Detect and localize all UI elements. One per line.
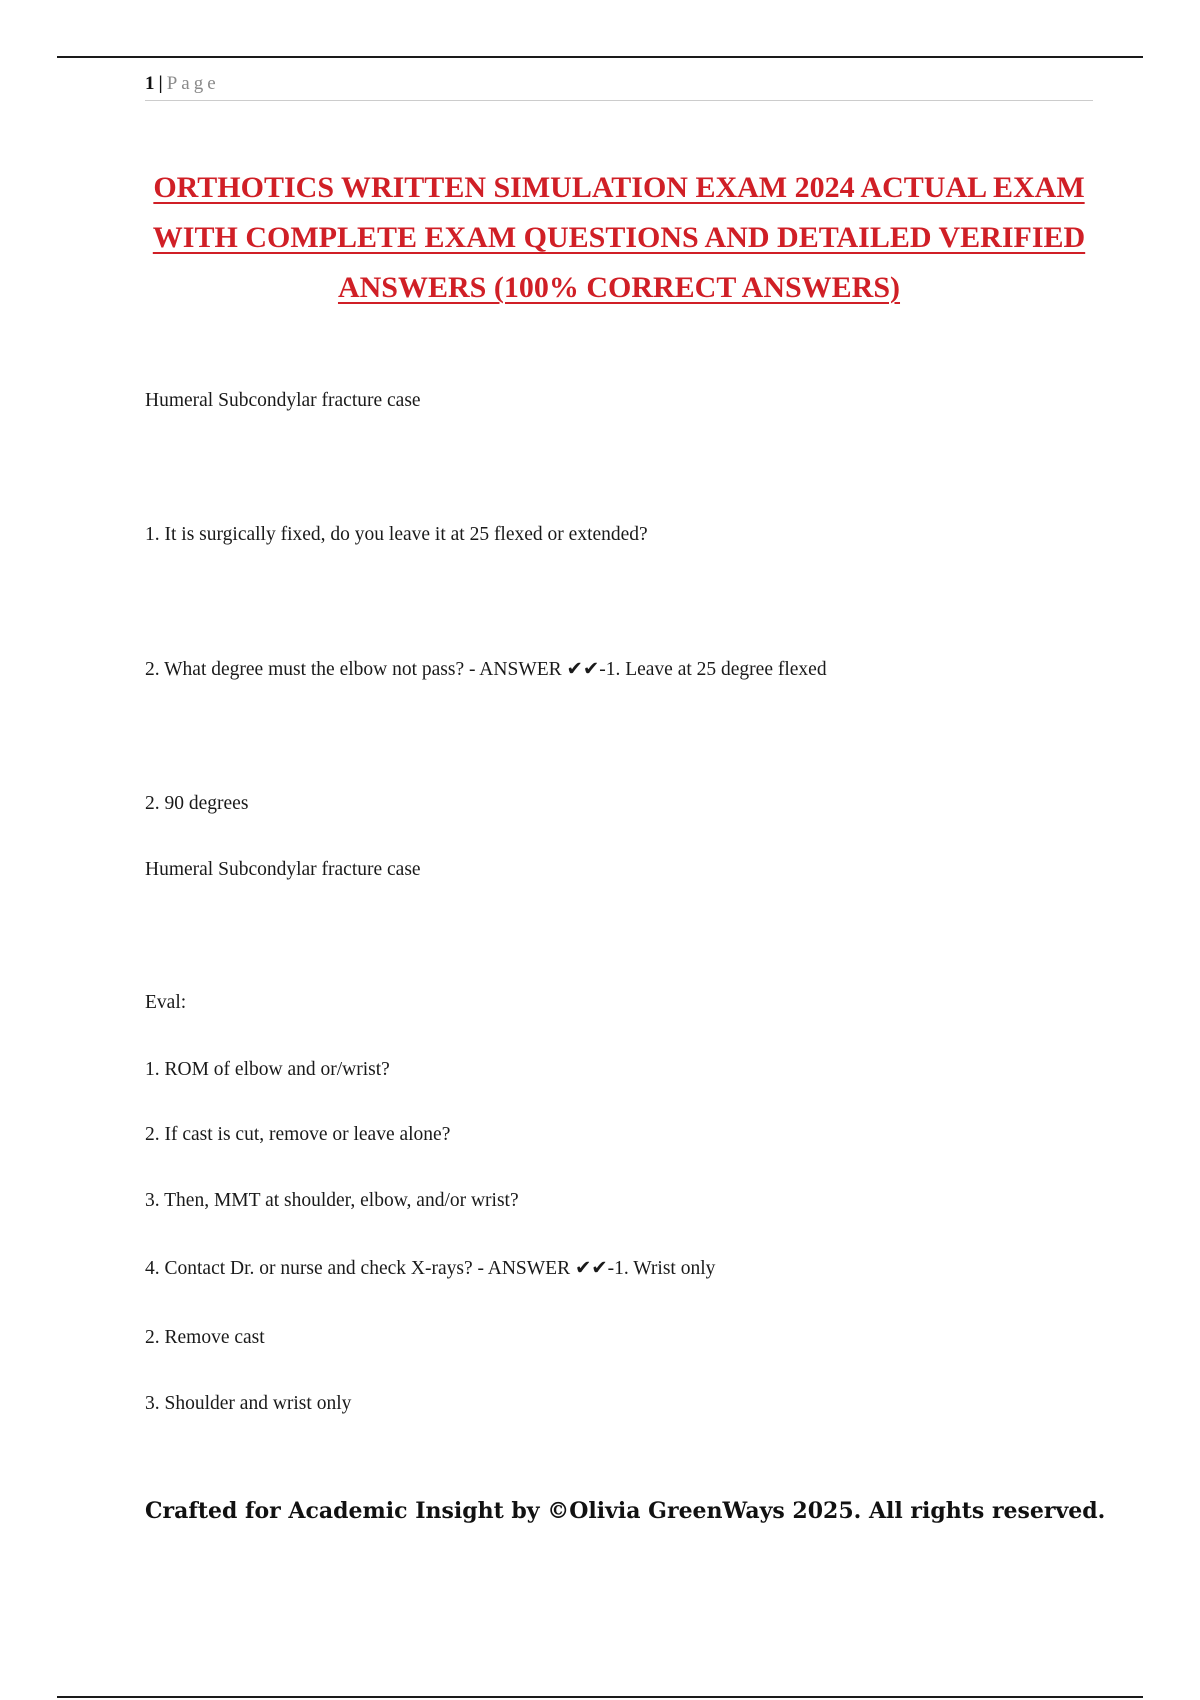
answer-line: 3. Shoulder and wrist only — [145, 1393, 352, 1414]
answer-line: 2. Remove cast — [145, 1327, 265, 1348]
answer-line: 2. 90 degrees — [145, 793, 249, 814]
page-number: 1 — [145, 73, 155, 94]
question-line: 1. It is surgically fixed, do you leave it at 25 flexed or extended? — [145, 524, 648, 545]
footer-credit: Crafted for Academic Insight by ©Olivia GreenWays 2025. All rights reserved. — [145, 1498, 1106, 1524]
question-line: 3. Then, MMT at shoulder, elbow, and/or wrist? — [145, 1190, 519, 1211]
document-title: ORTHOTICS WRITTEN SIMULATION EXAM 2024 ACTUAL EXAM WITH COMPLETE EXAM QUESTIONS AND DETAILED VERIFIED ANSWERS (100% CORRECT ANSWERS) — [152, 171, 1086, 304]
question-line: 2. If cast is cut, remove or leave alone? — [145, 1124, 451, 1145]
bottom-border-rule — [57, 1696, 1143, 1698]
page-header — [145, 72, 1093, 101]
page-label: Page — [166, 73, 220, 94]
page-separator: | — [158, 73, 163, 94]
eval-heading: Eval: — [145, 992, 187, 1013]
question-answer-line: 4. Contact Dr. or nurse and check X-rays? - ANSWER ✔✔-1. Wrist only — [145, 1258, 716, 1279]
top-border-rule — [57, 56, 1143, 58]
question-answer-line: 2. What degree must the elbow not pass? - ANSWER ✔✔-1. Leave at 25 degree flexed — [145, 659, 827, 680]
case-heading: Humeral Subcondylar fracture case — [145, 859, 421, 880]
case-heading: Humeral Subcondylar fracture case — [145, 390, 421, 411]
question-line: 1. ROM of elbow and or/wrist? — [145, 1059, 390, 1080]
